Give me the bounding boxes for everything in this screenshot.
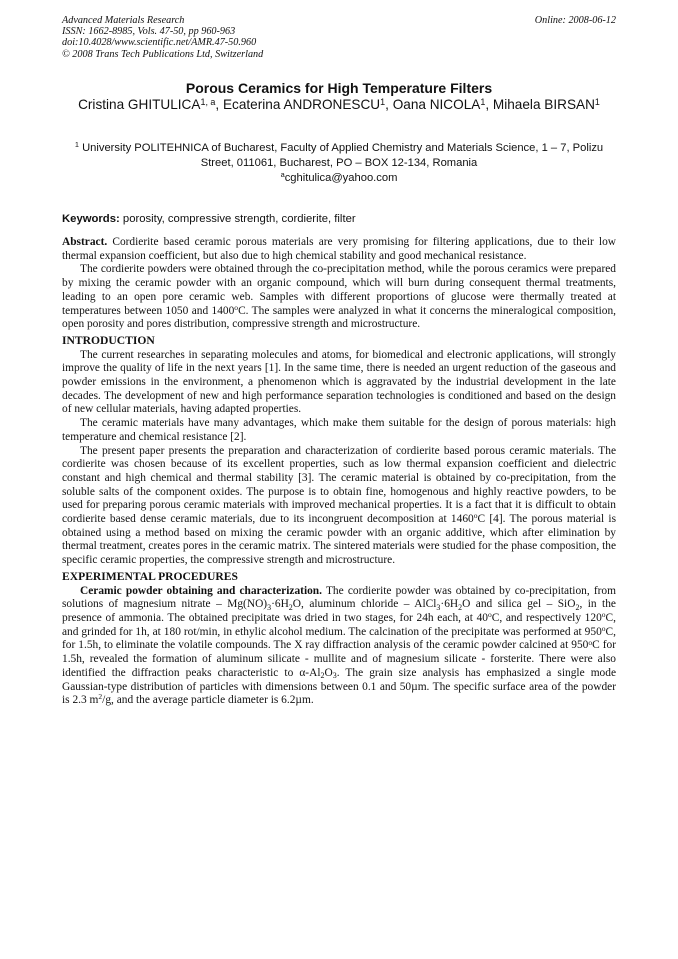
author-name: Ecaterina ANDRONESCU: [222, 97, 381, 112]
degree-mark: o: [234, 302, 239, 312]
author-affil-mark: 1: [380, 96, 386, 107]
exp-text: O and silica gel – SiO: [462, 598, 576, 611]
superscript: 2: [98, 692, 103, 702]
email-mark: a: [280, 170, 285, 180]
author-name: Mihaela BIRSAN: [492, 97, 595, 112]
intro-paragraph: The current researches in separating molecules and atoms, for biomedical and electronic applications, will strongly improve the quality of life in the next years [1]. In the same time, there is needed an urgent reduction of the gaseous and powder emissions in the environment, a phenomenon which is aggravated by the industrial development in the late decades. The development of new and high performance separation technologies is conditioned and based on the design of new cellular materials, having adapted properties.: [62, 348, 616, 416]
keywords-text: porosity, compressive strength, cordierite, filter: [122, 213, 356, 225]
exp-text: C, and respectively 120: [491, 611, 602, 624]
keywords-line: [62, 212, 616, 226]
abstract-paragraph: [62, 263, 616, 332]
exp-text: /g, and the average particle diameter is 6.2µm.: [102, 694, 314, 707]
subscript: 3: [436, 602, 441, 612]
journal-header: [62, 15, 616, 60]
paper-body: [62, 236, 616, 708]
subscript: 2: [575, 602, 580, 612]
degree-mark: o: [601, 623, 606, 633]
affil-text: University POLITEHNICA of Bucharest, Faculty of Applied Chemistry and Materials Science, 1 – 7, Polizu Street, 011061, Bucharest, PO – BOX 12-134, Romania: [82, 142, 604, 169]
subscript: 2: [288, 602, 293, 612]
copyright-line: © 2008 Trans Tech Publications Ltd, Switzerland: [62, 48, 264, 60]
online-date: Online: 2008-06-12: [534, 15, 616, 26]
exp-text: The cordierite powder was obtained by co-precipitation, from solutions of magnesium nitrate – Mg(NO): [62, 584, 616, 611]
issn-line: ISSN: 1662-8985, Vols. 47-50, pp 960-963: [62, 26, 236, 38]
subscript: 3: [332, 671, 337, 681]
experimental-paragraph: [62, 585, 616, 708]
affil-mark: 1: [74, 140, 79, 150]
keywords-label: Keywords:: [62, 213, 120, 225]
author-list: Cristina GHITULICA$^{1, a}$, Ecaterina ANDRONESCU$^1$, Oana NICOLA$^1$, Mihaela BIRSAN$^1$: [78, 96, 600, 112]
abstract-label: Abstract.: [62, 236, 108, 248]
author-affil-mark: 1: [594, 96, 600, 107]
abstract-text: Cordierite based ceramic porous materials are very promising for filtering applications, due to their low thermal expansion coefficient, but also due to high chemical stability and good mechanical resistance.: [62, 236, 616, 262]
author-affil-mark: 1: [480, 96, 486, 107]
subscript: 2: [458, 602, 463, 612]
experimental-subheading: Ceramic powder obtaining and characterization.: [80, 584, 322, 597]
journal-name: Advanced Materials Research: [62, 15, 185, 26]
exp-text: O, aluminum chloride – AlCl: [292, 598, 437, 611]
section-heading-experimental: EXPERIMENTAL PROCEDURES: [62, 569, 238, 583]
intro-paragraph: The ceramic materials have many advantages, which make them suitable for the design of porous materials: high temperature and chemical resistance [2].: [62, 417, 616, 443]
abstract-text: The cordierite powders were obtained through the co-precipitation method, while the porous ceramics were prepared by mixing the ceramic powder with an organic compound, which will burn during consequent thermal treatments, leading to an open pore ceramic web. Samples with different proportions of glucose were thermally treated at temperatures between 1050 and 1400: [62, 263, 616, 317]
intro-paragraph: [62, 445, 616, 568]
author-name: Cristina GHITULICA: [78, 97, 201, 112]
section-heading-introduction: INTRODUCTION: [62, 333, 155, 347]
intro-text: C [4]. The porous material is obtained using a method based on mixing the ceramic powder with an organic additive, which after elimination by thermal treatment, creates pores in the ceramic matrix. The sintered materials were studied for the phase composition, the specific ceramic properties, the compressive strength and microstructure.: [62, 513, 617, 567]
degree-mark: o: [487, 610, 492, 620]
exp-text: ·6H: [271, 598, 289, 611]
exp-text: C, for 1.5h, to eliminate the volatile compounds. The X ray diffraction analysis of the ceramic powder calcined at 950: [62, 625, 616, 652]
author-affil-mark: 1, a: [200, 96, 216, 107]
author-name: Oana NICOLA: [392, 97, 481, 112]
subscript: 3: [267, 602, 272, 612]
doi-line: doi:10.4028/www.scientific.net/AMR.47-50.960: [62, 37, 257, 49]
affiliation: [62, 141, 616, 186]
abstract-paragraph: [62, 236, 616, 263]
author-email: cghitulica@yahoo.com: [284, 172, 398, 184]
exp-text: . The grain size analysis has emphasized a single mode Gaussian-type distribution of particles with dimensions between 0.1 and 50µm. The specific surface area of the powder is 2.3 m: [62, 666, 617, 707]
exp-text: C for 1.5h, revealed the formation of aluminum silicate - mullite and of magnesium silicate - forsterite. There were also identified the diffraction peaks characteristic to α-Al: [62, 639, 616, 679]
exp-text: C, and grinded for 1h, at 180 rot/min, in ethylic alcohol medium. The calcination of the precipitate was performed at 950: [62, 611, 616, 638]
subscript: 2: [320, 671, 325, 681]
intro-text: The present paper presents the preparation and characterization of cordierite based porous ceramic materials. The cordierite was chosen because of its excellent properties, such as low thermal expansion coefficient and dielectric constant and high chemical and thermal stability [3]. The ceramic material is obtained by co-precipitation, from the soluble salts of the component oxides. The purpose is to obtain fine, homogenous and highly reactive powders, to be used for preparing porous ceramic materials with improved mechanical properties. It is a fact that it is difficult to obtain cordierite based dense ceramic materials, due to its incongruent decomposition at 1460: [62, 444, 616, 526]
exp-text: ·6H: [440, 598, 459, 611]
exp-text: O: [324, 666, 333, 679]
exp-text: , in the presence of ammonia. The obtained precipitate was dried in two stages, for 24h each, at 40: [62, 598, 616, 624]
paper-title: Porous Ceramics for High Temperature Filters: [185, 80, 493, 96]
degree-mark: o: [473, 511, 478, 521]
degree-mark: o: [588, 637, 593, 647]
degree-mark: o: [601, 610, 606, 620]
abstract-text: C. The samples were analyzed in what it concerns the mineralogical composition, open porosity and pores distribution, compressive strength and microstructure.: [62, 304, 616, 331]
